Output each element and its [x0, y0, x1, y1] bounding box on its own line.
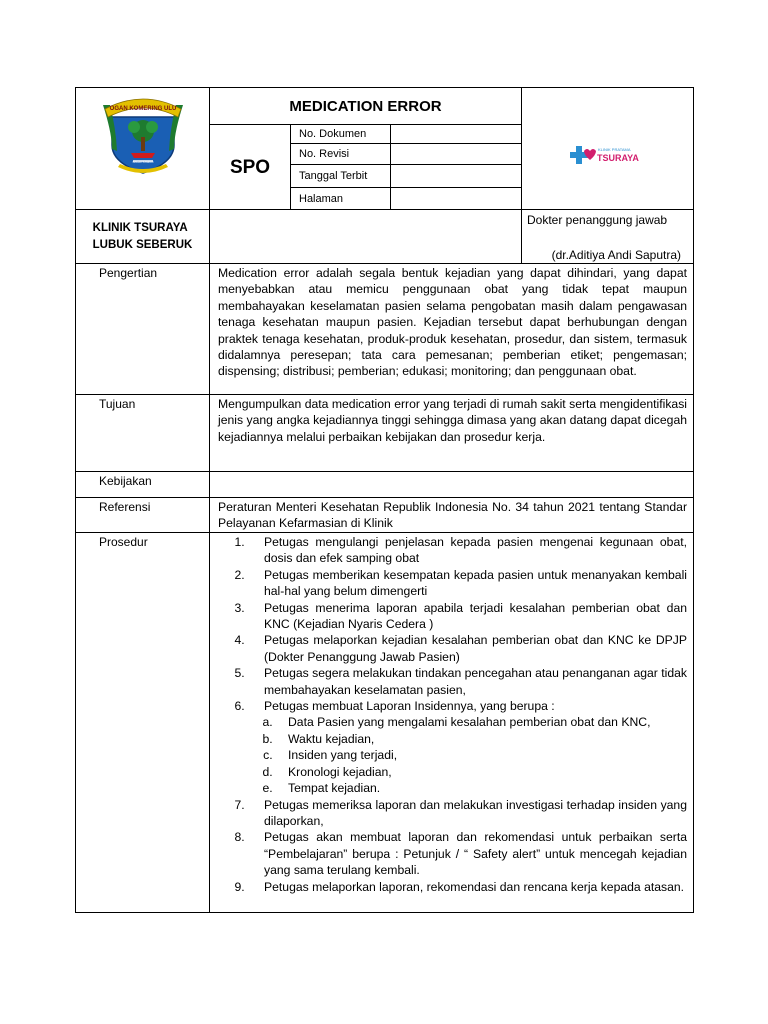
document-title: MEDICATION ERROR [210, 88, 521, 125]
section-text: Mengumpulkan data medication error yang terjadi di rumah sakit serta mengidentifikasi jenis yang angka kejadiannya tinggi sehingga dimasa yang akan datang dapat dicegah kejadiannya melalui perbaikan kebijakan dan prosedur kerja. [218, 397, 687, 444]
meta-row-halaman [291, 188, 521, 210]
meta-label-halaman: Halaman [291, 188, 391, 210]
procedure-step: 9. Petugas melaporkan laporan, rekomendasi dan rencana kerja kepada atasan. [248, 879, 687, 895]
section-text: Peraturan Menteri Kesehatan Republik Indonesia No. 34 tahun 2021 tentang Standar Pelayanan Kefarmasian di Klinik [218, 500, 687, 531]
procedure-substep: a. Data Pasien yang mengalami kesalahan pemberian obat dan KNC, [276, 714, 687, 730]
section-tujuan [76, 395, 693, 472]
section-label: Prosedur [76, 533, 210, 912]
clinic-name-line1: KLINIK TSURAYA [92, 222, 188, 234]
section-text: Medication error adalah segala bentuk kejadian yang dapat dihindari, yang dapat menyebabkan atau memicu penggunaan obat yang tidak tepat maupun membahayakan keselamatan pasien selama pengobatan masih dalam pengawasan tenaga kesehatan maupun pasien. Kejadian tersebut dapat berhubungan dengan praktek tenaga kesehatan, produk-produk kesehatan, prosedur, dan sistem, termasuk didalamnya peresepan; tata cara pemesanan; pemberian etiket; pengemasan; dispensing; distribusi; pemberian; edukasi; monitoring; dan penggunaan obat. [218, 266, 687, 379]
clinic-name [76, 210, 210, 264]
procedure-step: 2. Petugas memberikan kesempatan kepada pasien untuk menanyakan kembali hal-hal yang belum dimengerti [248, 567, 687, 600]
meta-label-tanggal: Tanggal Terbit [291, 165, 391, 187]
spo-table [75, 87, 694, 913]
meta-label-revisi: No. Revisi [291, 144, 391, 164]
meta-row-tanggal [291, 165, 521, 188]
procedure-substep: e. Tempat kejadian. [276, 780, 687, 796]
section-label: Kebijakan [76, 472, 210, 497]
meta-row-revisi [291, 144, 521, 165]
logo-brand-text: TSURAYA [597, 153, 639, 163]
doctor-name: (dr.Aditiya Andi Saputra) [551, 248, 681, 262]
section-text [210, 472, 693, 473]
left-logo-cell [76, 88, 210, 210]
spo-label: SPO [210, 125, 291, 210]
procedure-substep: d. Kronologi kejadian, [276, 764, 687, 780]
procedure-substep: c. Insiden yang terjadi, [276, 747, 687, 763]
procedure-list [218, 534, 687, 895]
meta-label-dokumen: No. Dokumen [291, 125, 391, 143]
procedure-step-text: Petugas membuat Laporan Insidennya, yang berupa : [264, 699, 555, 714]
procedure-step: 3. Petugas menerima laporan apabila terjadi kesalahan pemberian obat dan KNC (Kejadian Nyaris Cedera ) [248, 600, 687, 633]
section-kebijakan [76, 472, 693, 498]
section-label: Pengertian [76, 264, 210, 394]
meta-row-dokumen [291, 125, 521, 144]
header-block [76, 88, 693, 210]
clinic-row [76, 210, 693, 264]
doctor-cell [521, 210, 695, 264]
procedure-step: 8. Petugas akan membuat laporan dan rekomendasi untuk perbaikan serta “Pembelajaran” berupa : Petunjuk / “ Safety alert” untuk mencegah kejadian yang sama terulang kembali. [248, 829, 687, 878]
emblem-banner-text: OGAN KOMERING ULU [109, 106, 177, 112]
emblem-motto: BAGAI KAWAN [132, 160, 154, 164]
section-label: Referensi [76, 498, 210, 532]
section-label: Tujuan [76, 395, 210, 471]
procedure-step: 4. Petugas melaporkan kejadian kesalahan pemberian obat dan KNC ke DPJP (Dokter Penanggung Jawab Pasien) [248, 632, 687, 665]
section-pengertian [76, 264, 693, 395]
doctor-label: Dokter penanggung jawab [527, 213, 668, 227]
procedure-step: 5. Petugas segera melakukan tindakan pencegahan atau penanganan agar tidak membahayakan keselamatan pasien, [248, 665, 687, 698]
klinik-tsuraya-logo [568, 142, 648, 170]
procedure-content [210, 533, 693, 895]
procedure-step: 1. Petugas mengulangi penjelasan kepada pasien mengenai kegunaan obat, dosis dan efek samping obat [248, 534, 687, 567]
document-meta-table [291, 125, 521, 210]
procedure-step-with-sublist [248, 698, 687, 796]
section-prosedur [76, 533, 693, 912]
logo-small-text: KLINIK PRATAMA [598, 147, 631, 152]
procedure-sublist [264, 714, 687, 796]
right-logo-cell [521, 88, 695, 210]
clinic-name-line2: LUBUK SEBERUK [92, 239, 193, 251]
procedure-substep: b. Waktu kejadian, [276, 731, 687, 747]
procedure-step: 7. Petugas memeriksa laporan dan melakukan investigasi terhadap insiden yang dilaporkan, [248, 797, 687, 830]
section-referensi [76, 498, 693, 533]
